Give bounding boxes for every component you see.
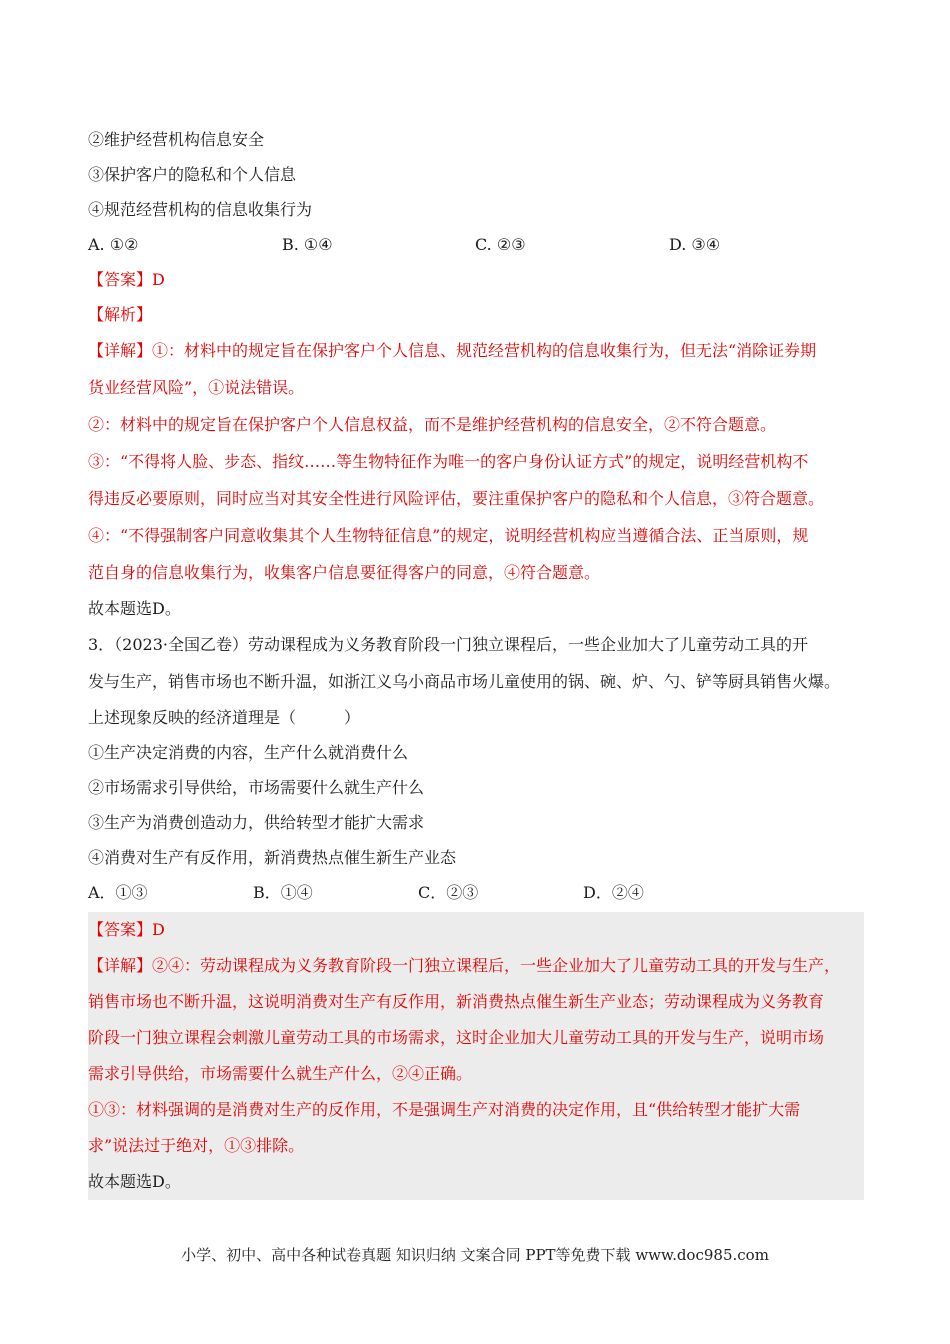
q2-answer: 【答案】D: [88, 270, 165, 289]
q3-detail-line: 【详解】②④：劳动课程成为义务教育阶段一门独立课程后，一些企业加大了儿童劳动工具的开发与生产，: [88, 956, 841, 975]
q3-statement-3: ③生产为消费创造动力，供给转型才能扩大需求: [88, 813, 425, 832]
q2-statement-3: ③保护客户的隐私和个人信息: [88, 165, 297, 184]
q2-option-a: A. ①②: [88, 235, 139, 254]
q3-statement-1: ①生产决定消费的内容，生产什么就消费什么: [88, 743, 409, 762]
q2-detail-line: 货业经营风险”，①说法错误。: [88, 378, 305, 397]
q3-answer: 【答案】D: [88, 920, 165, 939]
q3-detail-line: 求”说法过于绝对，①③排除。: [88, 1136, 305, 1155]
q3-statement-4: ④消费对生产有反作用，新消费热点催生新生产业态: [88, 848, 457, 867]
q2-option-c: C. ②③: [475, 235, 526, 254]
q3-detail-line: 销售市场也不断升温，这说明消费对生产有反作用，新消费热点催生新生产业态；劳动课程成为义务教育: [88, 992, 825, 1011]
q2-detail-line: 【详解】①：材料中的规定旨在保护客户个人信息、规范经营机构的信息收集行为，但无法“消除证券期: [88, 341, 817, 360]
q3-option-a: A．①③: [88, 883, 148, 902]
q3-stem-line: 3．（2023·全国乙卷）劳动课程成为义务教育阶段一门独立课程后，一些企业加大了儿童劳动工具的开: [88, 635, 808, 654]
q3-detail-line: 需求引导供给，市场需要什么就生产什么，②④正确。: [88, 1064, 473, 1083]
q2-detail-line: ④：“不得强制客户同意收集其个人生物特征信息”的规定，说明经营机构应当遵循合法、正当原则，规: [88, 526, 809, 545]
q3-options: [88, 875, 864, 910]
q3-stem-line: 上述现象反映的经济道理是（ ）: [88, 708, 361, 727]
q2-options: [88, 227, 864, 262]
q2-option-d: D. ③④: [669, 235, 721, 254]
content-area: [88, 122, 864, 1200]
q2-detail-line: 得违反必要原则，同时应当对其安全性进行风险评估，要注重保护客户的隐私和个人信息，③符合题意。: [88, 489, 825, 508]
q2-statement-4: ④规范经营机构的信息收集行为: [88, 200, 313, 219]
q3-option-c: C．②③: [418, 883, 479, 902]
page-footer: 小学、初中、高中各种试卷真题 知识归纳 文案合同 PPT等免费下载 www.doc985.com: [181, 1246, 769, 1264]
q3-option-b: B．①④: [253, 883, 313, 902]
q2-detail-line: ③：“不得将人脸、步态、指纹……等生物特征作为唯一的客户身份认证方式”的规定，说明经营机构不: [88, 452, 809, 471]
q3-solution-box: [88, 912, 864, 1200]
q2-detail-line: ②：材料中的规定旨在保护客户个人信息权益，而不是维护经营机构的信息安全，②不符合题意。: [88, 415, 777, 434]
q3-statement-2: ②市场需求引导供给，市场需要什么就生产什么: [88, 778, 425, 797]
q3-stem-line: 发与生产，销售市场也不断升温，如浙江义乌小商品市场儿童使用的锅、碗、炉、勺、铲等厨具销售火爆。: [88, 672, 841, 691]
q3-detail-line: ①③：材料强调的是消费对生产的反作用，不是强调生产对消费的决定作用，且“供给转型才能扩大需: [88, 1100, 801, 1119]
q2-detail-line: 范自身的信息收集行为，收集客户信息要征得客户的同意，④符合题意。: [88, 563, 601, 582]
q3-option-d: D．②④: [583, 883, 644, 902]
q3-conclusion: 故本题选D。: [88, 1172, 181, 1191]
q3-detail-line: 阶段一门独立课程会刺激儿童劳动工具的市场需求，这时企业加大儿童劳动工具的开发与生产，说明市场: [88, 1028, 825, 1047]
q2-conclusion: 故本题选D。: [88, 599, 181, 618]
q2-statement-2: ②维护经营机构信息安全: [88, 130, 265, 149]
q2-analysis-label: 【解析】: [88, 305, 153, 324]
q2-option-b: B. ①④: [282, 235, 333, 254]
